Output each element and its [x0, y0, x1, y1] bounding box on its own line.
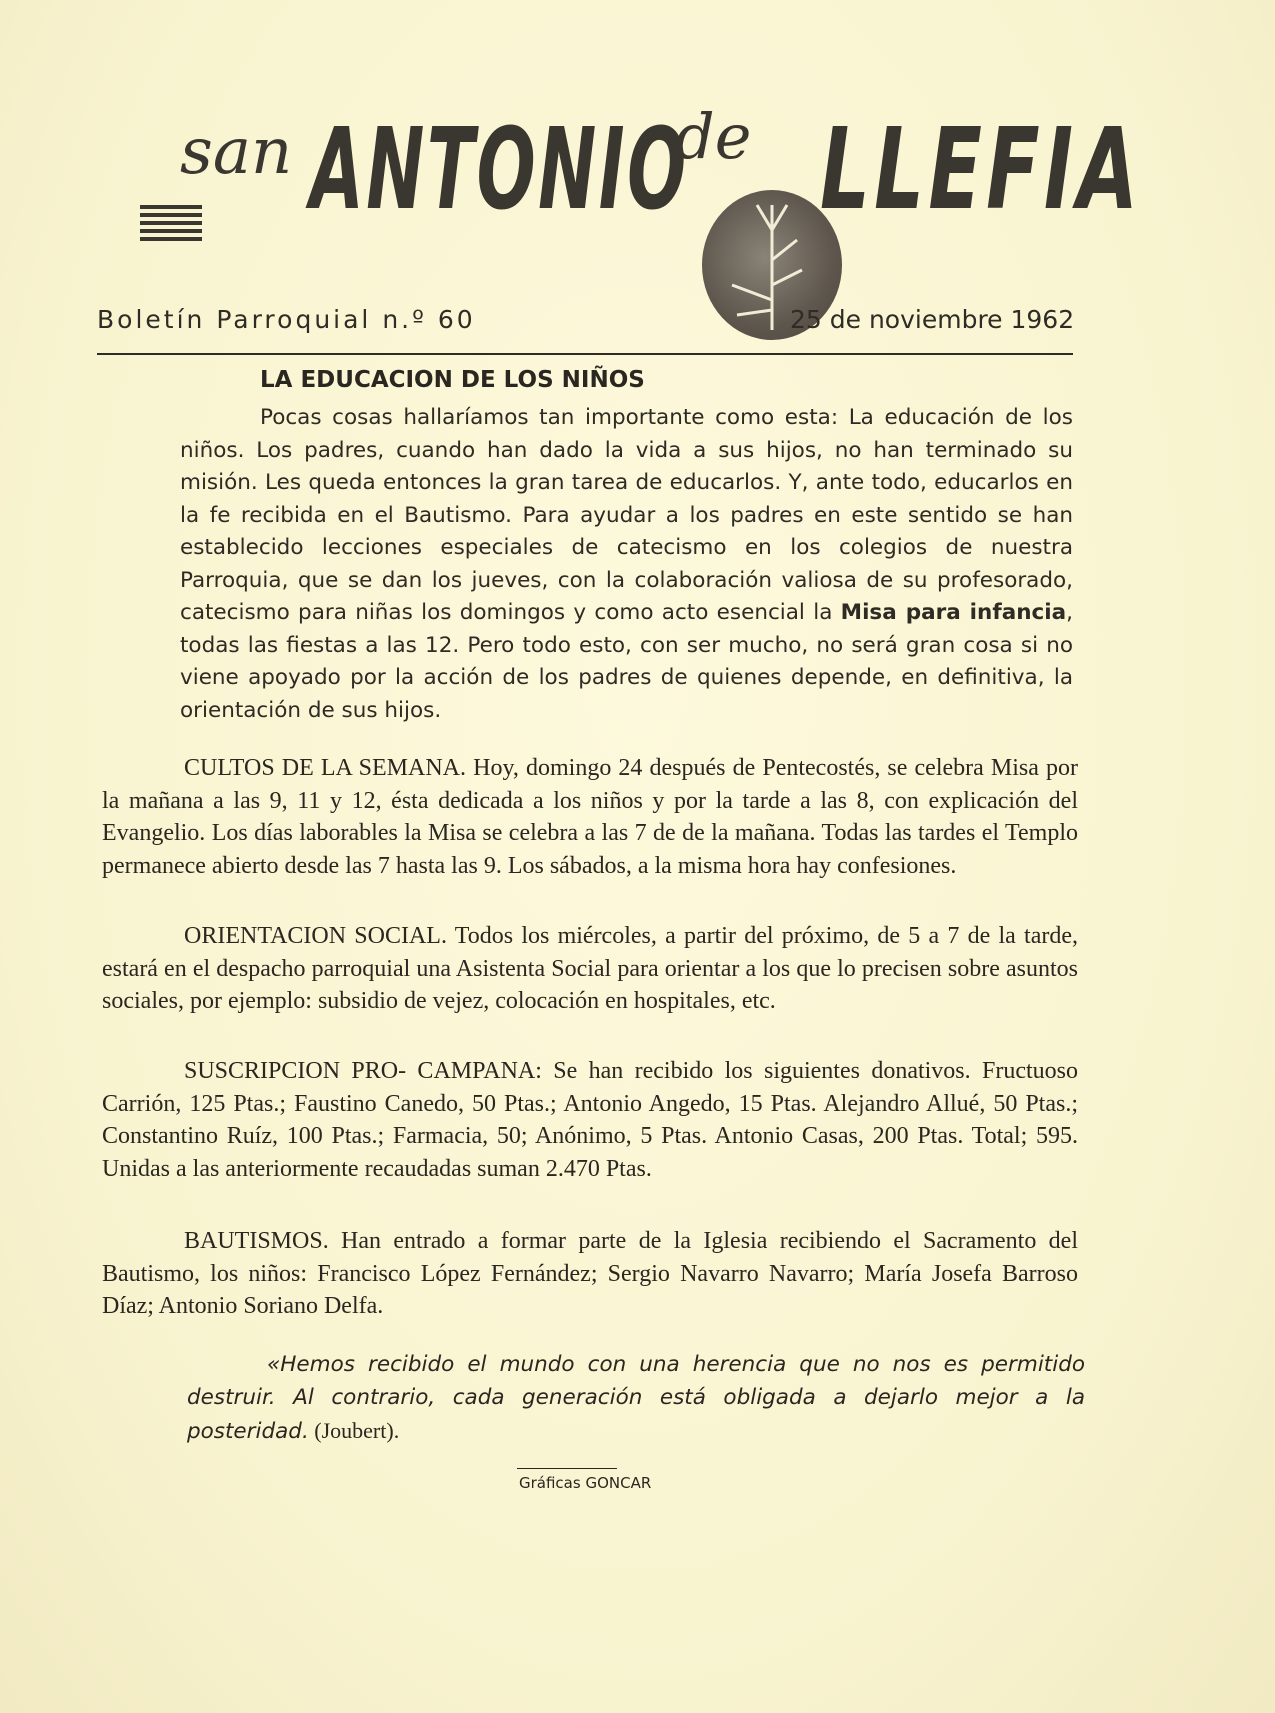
education-article	[180, 402, 1073, 727]
article-title: LA EDUCACION DE LOS NIÑOS	[260, 367, 645, 393]
section-orientacion	[102, 920, 1078, 1018]
printer-credit: Gráficas GONCAR	[519, 1474, 652, 1492]
title-llefia: LLEFIA	[820, 105, 1143, 235]
title-antonio: ANTONIO	[310, 105, 689, 235]
cultos-text: CULTOS DE LA SEMANA. Hoy, domingo 24 después de Pentecostés, se celebra Misa por la mañana a las 9, 11 y 12, ésta dedicada a los niños y por la tarde a las 8, con explicación del Evangelio. Los días laborables la Misa se celebra a las 7 de de la mañana. Todas las tardes el Templo permanece abierto desde las 7 hasta las 9. Los sábados, a la misma hora hay confesiones.	[102, 755, 1078, 879]
closing-quote	[187, 1348, 1085, 1448]
title-de: de	[675, 100, 752, 173]
footer-divider	[517, 1468, 617, 1469]
quote-text: «Hemos recibido el mundo con una herencia que no nos es permitido destruir. Al contrario, cada generación está obligada a dejarlo mejor a la posteridad.	[187, 1352, 1085, 1444]
bulletin-number: Boletín Parroquial n.º 60	[97, 305, 476, 334]
orientacion-text: ORIENTACION SOCIAL. Todos los miércoles, a partir del próximo, de 5 a 7 de la tarde, estará en el despacho parroquial una Asistenta Social para orientar a los que lo precisen sobre asuntos sociales, por ejemplo: subsidio de vejez, colocación en hospitales, etc.	[102, 923, 1078, 1014]
decorative-lines-icon	[140, 205, 202, 255]
bautismos-text: BAUTISMOS. Han entrado a formar parte de la Iglesia recibiendo el Sacramento del Bautismo, los niños: Francisco López Fernández; Sergio Navarro Navarro; María Josefa Barroso Díaz; Antonio Soriano Delfa.	[102, 1228, 1078, 1319]
title-san: san	[180, 115, 293, 189]
section-bautismos	[102, 1225, 1078, 1323]
education-text-1: Pocas cosas hallaríamos tan importante como esta: La educación de los niños. Los padres, cuando han dado la vida a sus hijos, no han terminado su misión. Les queda entonces la gran tarea de educarlos. Y, ante todo, educarlos en la fe recibida en el Bautismo. Para ayudar a los padres en este sentido se han establecido lecciones especiales de catecismo en los colegios de nuestra Parroquia, que se dan los jueves, con la colaboración valiosa de su profesorado, catecismo para niñas los domingos y como acto esencial la	[180, 405, 1073, 625]
issue-date: 25 de noviembre 1962	[790, 305, 1075, 334]
suscripcion-text: SUSCRIPCION PRO- CAMPANA: Se han recibido los siguientes donativos. Fructuoso Carrión, 125 Ptas.; Faustino Canedo, 50 Ptas.; Antonio Angedo, 15 Ptas. Alejandro Allué, 50 Ptas.; Constantino Ruíz, 100 Ptas.; Farmacia, 50; Anónimo, 5 Ptas. Antonio Casas, 200 Ptas. Total; 595. Unidas a las anteriormente recaudadas suman 2.470 Ptas.	[102, 1058, 1078, 1182]
section-cultos	[102, 752, 1078, 882]
header-divider	[97, 353, 1073, 355]
quote-author: (Joubert).	[308, 1418, 400, 1443]
education-text-2: , todas las fiestas a las 12. Pero todo esto, con ser mucho, no será gran cosa si no viene apoyado por la acción de los padres de quienes depende, en definitiva, la orientación de sus hijos.	[180, 600, 1073, 723]
education-bold: Misa para infancia	[840, 600, 1067, 625]
section-suscripcion	[102, 1055, 1078, 1185]
